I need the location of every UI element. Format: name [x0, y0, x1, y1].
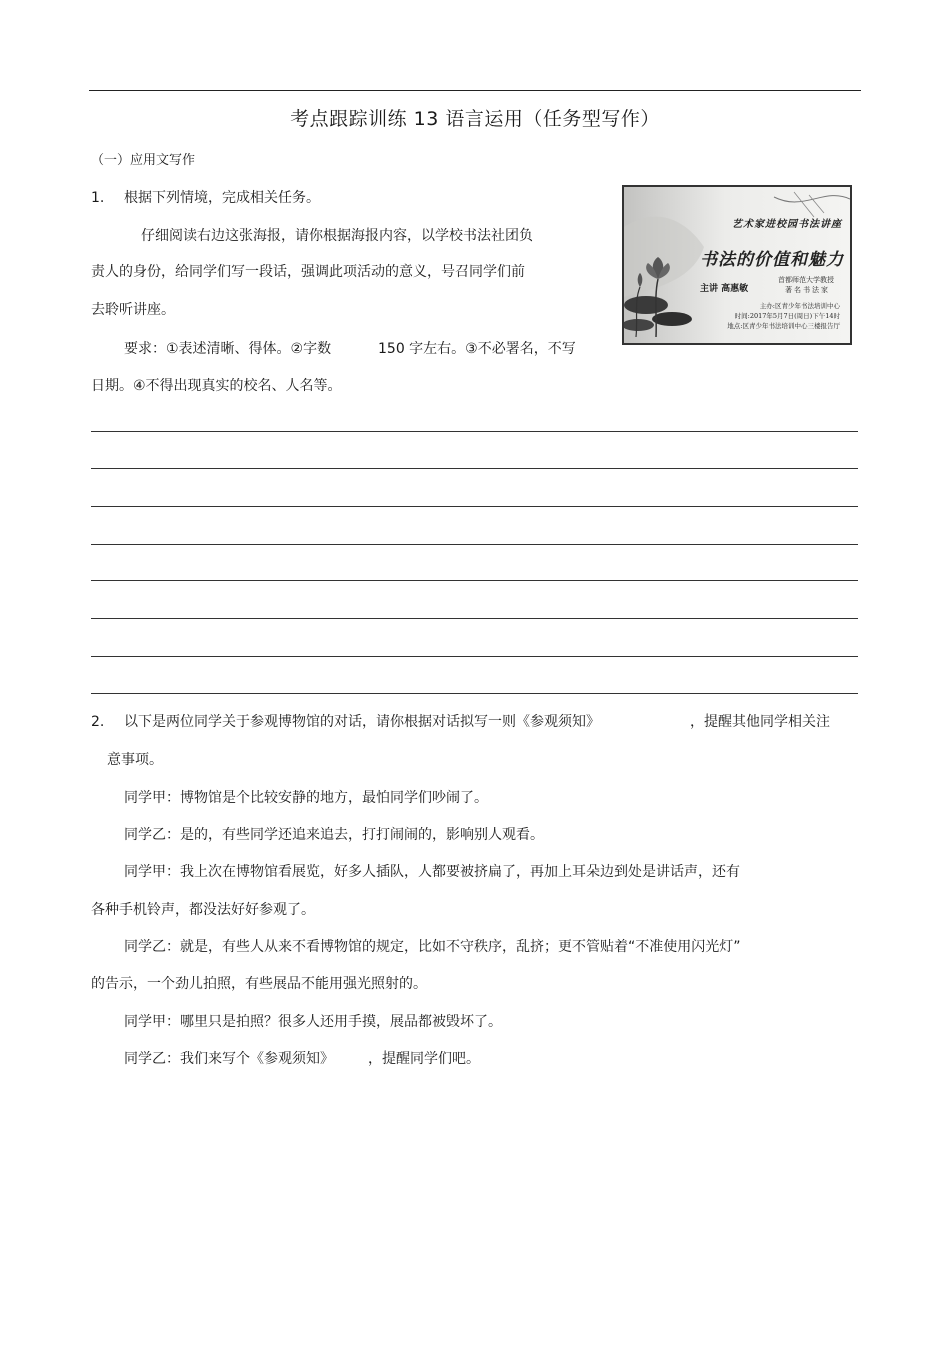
section-label: （一）应用文写作 [91, 153, 196, 168]
q2-prompt: 以下是两位同学关于参观博物馆的对话，请你根据对话拟写一则《参观须知》 [124, 714, 600, 730]
answer-line [91, 431, 858, 432]
q1-number: 1. [91, 190, 105, 206]
dialogue-line: ，提醒同学们吧。 [368, 1051, 480, 1067]
answer-line [91, 693, 858, 694]
answer-line [91, 580, 858, 581]
answer-line [91, 544, 858, 545]
q2-prompt: 意事项。 [107, 752, 163, 768]
dialogue-line: 同学乙：是的，有些同学还追来追去，打打闹闹的，影响别人观看。 [124, 827, 544, 843]
q2-number: 2. [91, 714, 105, 730]
poster-place: 地点:区青少年书法培训中心三楼报告厅 [727, 322, 840, 330]
q1-para-line: 仔细阅读右边这张海报，请你根据海报内容，以学校书法社团负 [141, 228, 533, 244]
dialogue-line: 同学甲：哪里只是拍照？很多人还用手摸，展品都被毁坏了。 [124, 1014, 502, 1030]
poster-speaker-role: 著名书法家 [785, 286, 830, 294]
poster-speaker: 主讲 高惠敏 [700, 284, 749, 294]
poster-time: 时间:2017年5月7日(周日)下午14时 [734, 312, 840, 320]
q1-requirement: 150 字左右。③不必署名，不写 [378, 341, 576, 357]
poster-series: 艺术家进校园书法讲座 [732, 219, 842, 230]
q1-prompt: 根据下列情境，完成相关任务。 [124, 190, 320, 206]
answer-line [91, 618, 858, 619]
top-rule [89, 90, 861, 91]
poster-title: 书法的价值和魅力 [700, 250, 844, 270]
dialogue-line: 各种手机铃声，都没法好好参观了。 [91, 902, 315, 918]
q1-requirement: 日期。④不得出现真实的校名、人名等。 [91, 378, 342, 394]
q1-requirement: 要求：①表述清晰、得体。②字数 [124, 341, 332, 357]
lecture-poster [622, 185, 852, 345]
poster-organizer: 主办:区青少年书法培训中心 [759, 302, 840, 310]
dialogue-line: 同学乙：就是，有些人从来不看博物馆的规定，比如不守秩序，乱挤；更不管贴着“不准使用闪光灯” [124, 939, 741, 955]
dialogue-line: 同学甲：我上次在博物馆看展览，好多人插队，人都要被挤扁了，再加上耳朵边到处是讲话声，还有 [124, 864, 740, 880]
dialogue-line: 同学乙：我们来写个《参观须知》 [124, 1051, 334, 1067]
q1-para-line: 去聆听讲座。 [91, 302, 175, 318]
answer-line [91, 506, 858, 507]
answer-line [91, 656, 858, 657]
dialogue-line: 的告示，一个劲儿拍照，有些展品不能用强光照射的。 [91, 976, 427, 992]
q2-prompt: ，提醒其他同学相关注 [690, 714, 830, 730]
answer-line [91, 468, 858, 469]
q1-para-line: 责人的身份，给同学们写一段话，强调此项活动的意义，号召同学们前 [91, 264, 525, 280]
poster-speaker-role: 首都师范大学教授 [778, 276, 834, 284]
page-title: 考点跟踪训练 13 语言运用（任务型写作） [290, 108, 660, 130]
dialogue-line: 同学甲：博物馆是个比较安静的地方，最怕同学们吵闹了。 [124, 790, 488, 806]
